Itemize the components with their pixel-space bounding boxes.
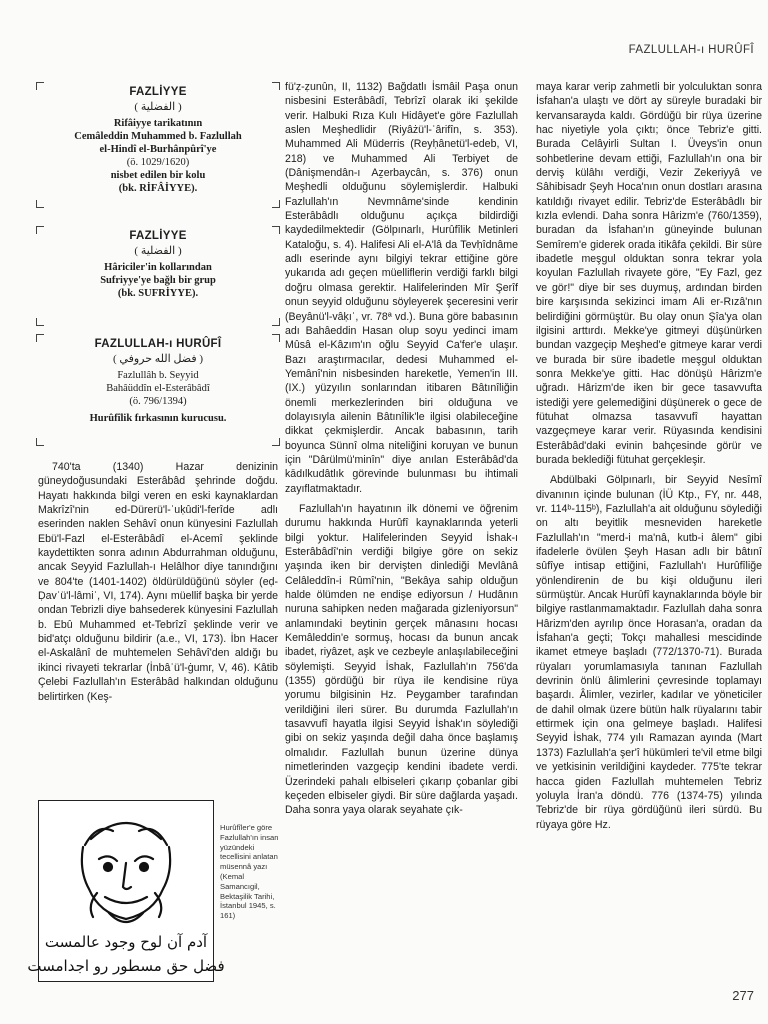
entry-line: (ö. 1029/1620) (126, 157, 190, 168)
entry-fazliyye-2 (40, 230, 276, 322)
entry-arabic: ( فضل الله حروفي ) (112, 353, 204, 365)
paragraph: maya karar verip zahmetli bir yolculuktan sonra İsfahan'a ulaştı ve dört ay süreyle buradaki bir kervansarayda kaldı. Gördüğü bir rüya üzerine hac niyetiyle yola çıktı; önce Tebriz'e gitti. Burada Celâyirli Sultan I. Üveys'in onun sohbetlerine devam ettiği, Fazlullah'ın ona bir derviş külâhı verdiği, Vezir Zekeriyyâ ve Sâhibisadr Şeyh Hoca'nın onun dostları arasına katıldığı rivayet edilir. Tebriz'de Esterâbâdlı bir kızla evlendi. Daha sonra Hârizm'e (760/1359), buradan da İsfahan'ın güneyinde bulunan Semîrem'e giderek orada itikâfa çekildi. Bir süre ibadetle meşgul olduktan sonra tekrar yola koyulan Fazlullah rivayete göre, "Ey Fazl, gez ve gör!" diye bir ses duymuş, ardından birden bire karşısında sekizinci imam Ali er-Rızâ'nın belirdiğini görmüştür. Bu olay onun Şîa'ya olan ilgisini arttırdı. Mekke'ye gitmeyi düşünürken bundan vazgeçip Meşhed'e gitmeye karar verdi ve burada bir süre ibadetle meşgul olduktan sonra Mekke'ye gitti. Hac dönüşü Hârizm'e uğradı. Hârizm'de iken bir gece tasavvufta istediği yere gelemediğini düşünerek o gece de fütuhat olmazsa tasavvufî hayattan vazgeçmeye karar verir. Rüyasında kendisini Esterâbâd'daki evinin bahçesinde görür ve burada beklediği fütuhat gerçekleşir. (536, 81, 762, 466)
entry-line: el-Hindî el-Burhânpûrî'ye (99, 144, 217, 155)
figure-caption: Hurûfîler'e göre Fazlullah'ın insan yüzündeki tecellisini anlatan müsennâ yazı (Kemal Samancıgil, Bektaşilik Tarihi, İstanbul 1945, s. 161) (220, 823, 279, 921)
entry-headword: FAZLİYYE (129, 230, 187, 242)
entry-line: Rifâiyye tarikatının (113, 118, 203, 129)
paragraph: 740'ta (1340) Hazar denizinin güneydoğusundaki Esterâbâd şehrinde doğdu. Hayatı hakkında bilgi veren en eski kaynaklardan Makrîzî'nin ed-Dürerü'l-ʿuḳûdi'l-ferîde adlı eserinden naklen Sehâvî onun künyesini Fazlullah Ebü'l-Fazl el-Esterâbâdî el-Acemî şeklinde kaydettikten sonra adının Abdurrahman olduğunu, ancak Seyyid Fazlullah-ı Helâlhor diye tanındığını ve 804'te (1401-1402) öldürüldüğünü söyler (eḍ-Ḍavʾü'l-lâmiʿ, VI, 174). Aynı müellif başka bir yerde ondan Tebrizli diye bahsederek künyesini Fazlullah b. Ebû Muhammed et-Tebrîzî şeklinde verir ve bid'atçı olduğunu bildirir (a.e., VI, 173). İbn Hacer el-Askalânî de muhtemelen Sehâvî'den aldığı bu ikinci rivayeti tekrarlar (İnbâʾü'l-ġumr, V, 46). Kâtib Çelebi Fazlullah'ın Esterâbâd halkından olduğunu belirtirken (Keş- (38, 461, 278, 703)
entry-line: (bk. RİFÂİYYE). (118, 183, 198, 194)
running-head: FAZLULLAH-ı HURÛFÎ (628, 44, 754, 56)
arabic-verse-2: فضل حق مسطور رو اجدامست (27, 957, 225, 975)
arabic-verse-1: آدم آن لوح وجود عالمست (44, 933, 208, 951)
paragraph: fü'ẓ-ẓunûn, II, 1132) Bağdatlı İsmâil Paşa onun nisbesini Esterâbâdî, Tebrîzî olarak iki şekilde verir. Halbuki Rıza Kulı Hidâyet'e göre Fazlullah aslen Meşhedlidir (Riyâżü'l-ʿârifîn, s. 353). Muhammed Ali Müderris (Reyḥânetü'l-edeb, VI, 218) ve Muhammed Ali Terbiyet de (Dânişmendân-ı Aẕerbaycân, s. 376) onun Meşhedli olduğunu söylemişlerdir. Halbuki Fazlullah'ın Nevmnâme'sinde kendinin Esterâbâdlı olduğunu açıkça bildirdiği kaydedilmektedir (Gölpınarlı, Hurûfîlik Metinleri Kataloğu, s. 4). Halifesi Ali el-A'lâ da Tevḥîdnâme adlı eserinde aynı bilgiyi tekrar ettiğine göre yukarıda adı geçen müelliflerin verdiği farklı bilgi doğru olmasa gerektir. Halifelerinden Mîr Şerîf onun seyyid olduğunu söyleyerek şeceresini verir (Beyânü'l-vâḳıʿ, vr. 78ª vd.). Buna göre babasının adı Bahâeddin Hasan olup soyu yedinci imam Mûsâ el-Kâzım'ın oğlu Seyyid Ca'fer'e ulaşır. Bazı araştırmacılar, dedesi Muhammed el-Yemânî'nin nisbesinden hareketle, Yemen'in III. (IX.) yüzyılın sonlarından itibaren Bâtınîliğin önemli merkezlerinden biri olduğuna ve dolayısıyla ailenin Bâtınîlik'le ilgisi olabileceğine dikkat çekmişlerdir. Ancak babasının, tarih boyunca Sünnî olma niteliğini koruyan ve bunun için "Dârülmü'minîn" diye anılan Esterâbâd'da kādılkudâtlık görevinde bulunması bu ihtimali zayıflatmaktadır. (285, 81, 518, 495)
entry-line: Cemâleddin Muhammed b. Fazlullah (74, 131, 242, 142)
entry-line: (bk. SUFRİYYE). (117, 288, 199, 299)
entry-arabic: ( الفضلية ) (134, 245, 182, 257)
entry-headword: FAZLULLAH-ı HURÛFÎ (94, 338, 222, 350)
entry-line: Bahâüddîn el-Esterâbâdî (106, 383, 210, 394)
entry-headword: FAZLİYYE (129, 86, 187, 98)
entry-line: Fazlullâh b. Seyyid (117, 370, 199, 381)
calligraphic-face-icon (27, 801, 225, 981)
column-2 (285, 80, 518, 818)
entry-line: (ö. 796/1394) (129, 396, 187, 407)
column-1 (38, 460, 278, 704)
column-3 (536, 80, 762, 832)
paragraph: Fazlullah'ın hayatının ilk dönemi ve öğrenim durumu hakkında Hurûfî kaynaklarında yeterli bilgi yoktur. Halifelerinden Seyyid İshak-ı Esterâbâdî'nin verdiği bilgiye göre on sekiz yaşında iken bir dervişten dinlediği Mevlânâ Celâleddîn-i Rûmî'nin, "Bekâya sahip olduğun halde ölümden ne endişe ediyorsun / Hudânın nuruna sahipken neden mağarada gizleniyorsun" anlamındaki beytinin gerçek mânasını hocası Kemâleddin'e sormuş, hocası da bunun ancak ibadet, riyâzet, aşk ve cezbeyle anlaşılabileceğini söylemişti. Seyyid İshak, Fazlullah'ın 756'da (1355) gördüğü bir rüya ile kendisine rüya yorumu bilgisinin Hz. Peygamber tarafından verildiğini ileri sürer. Bu durumda Fazlullah'ın tasavvufî hayatla ilgisi Seyyid İshak'ın söylediği gibi on sekiz yaşında değil daha önce başlamış olmalıdır. Fazlullah bunun üzerine dünya nimetlerinden vazgeçip kendini ibadete verdi. Üzerindeki pahalı elbiseleri çıkarıp çobanlar gibi keçeden elbiseler giydi. Bir süre dağlarda yaşadı. Daha sonra yaya olarak seyahate çık- (285, 502, 518, 817)
entry-line: Hâriciler'in kollarından (104, 262, 212, 273)
entry-subline: Hurûfîlik fırkasının kurucusu. (89, 413, 227, 424)
entry-line: Sufriyye'ye bağlı bir grup (100, 275, 216, 286)
page-number: 277 (732, 988, 754, 1003)
calligraphy-portrait-figure (27, 800, 225, 982)
entry-line: nisbet edilen bir kolu (110, 170, 206, 181)
entry-fazliyye-1 (40, 86, 276, 204)
entry-arabic: ( الفضلية ) (134, 101, 182, 113)
entry-fazlullah-hurufi (40, 338, 276, 442)
paragraph: Abdülbaki Gölpınarlı, bir Seyyid Nesîmî divanının içinde bulunan (İÜ Ktp., FY, nr. 448, vr. 114ᵇ-115ᵇ), Fazlullah'a ait olduğunu söylediği on altı beyitlik mesneviden hareketle Fazlullah'ın "merd-i ma'nâ, kutb-i âlem" gibi ifadelerle övülen Şeyh Hasan adlı bir bâtınî sûfîye intisap ettiğini, Fazlullah'ı Hurûfîliğe yönlendirenin de bu kişi olduğunu ileri sürmüştür. Ancak Hurûfî kaynaklarında böyle bir bilgiye rastlanmamaktadır. Fazlullah daha sonra Hârizm'den ayrılıp önce Horasan'a, oradan da İsfahan'a geçti; Tokçı mahallesi mescidinde ikamet etmeye başladı (772/1370-71). Burada rüyaları yorumlamasıyla tanınan Fazlullah devrinin önlü âlimlerini çevresinde toplamayı başardı. Âlimler, vezirler, kadılar ve yöneticiler de dahil olmak üzere bütün halk rüyalarını tabir ettirmek için ona gelmeye başladı. Halifesi Seyyid İshak, 774 yılı Ramazan ayında (Mart 1373) Fazlullah'a şer'î hükümleri te'vil etme bilgi ve yetkisinin verildiğini kaydeder. 775'te tekrar hacca giden Fazlullah muhtemelen Tebriz yoluyla İran'a döndü. 776 (1374-75) yılında Tebriz'de bir rüya gördüğünü ileri sürdü. Bu rüyaya göre Hz. (536, 474, 762, 831)
